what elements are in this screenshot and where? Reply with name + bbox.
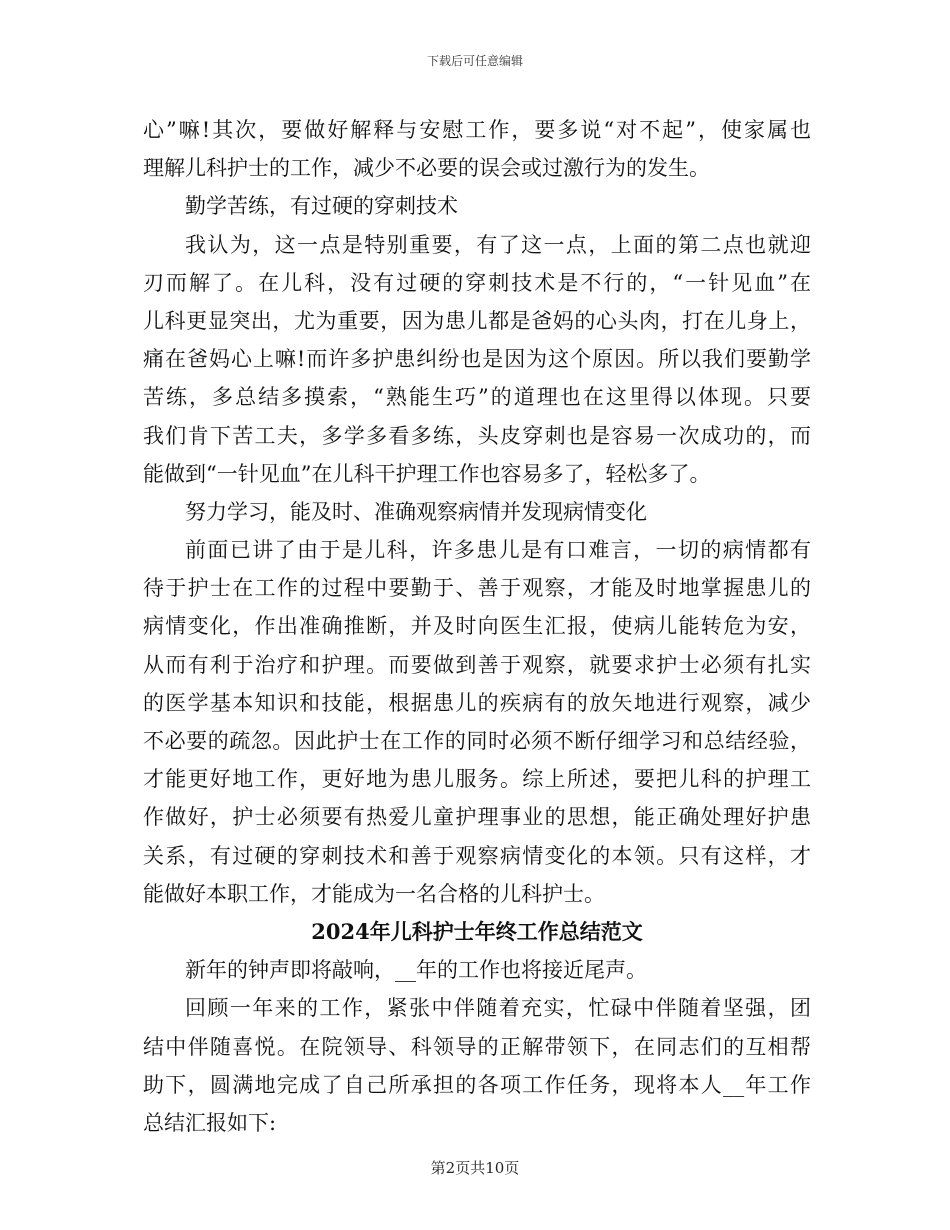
text-line: 心”嘛!其次，要做好解释与安慰工作，要多说“对不起”，使家属也	[143, 118, 811, 142]
page-number: 第2页共10页	[430, 1159, 520, 1177]
text-line: 能做好本职工作，才能成为一名合格的儿科护士。	[143, 881, 605, 906]
text-line: 前面已讲了由于是儿科，许多患儿是有口难言，一切的病情都有	[185, 538, 811, 563]
text-line: 待于护士在工作的过程中要勤于、善于观察，才能及时地掌握患儿的	[143, 576, 811, 601]
text-line: 总结汇报如下:	[143, 1110, 277, 1135]
text-line: 我们肯下苦工夫，多学多看多练，头皮穿刺也是容易一次成功的，而	[143, 423, 811, 448]
section-title: 2024年儿科护士年终工作总结范文	[311, 918, 643, 944]
text-line: 能做到“一针见血”在儿科干护理工作也容易多了，轻松多了。	[143, 461, 711, 486]
text-line: 儿科更显突出，尤为重要，因为患儿都是爸妈的心头肉，打在儿身上，	[143, 308, 811, 333]
text-line: 从而有利于治疗和护理。而要做到善于观察，就要求护士必须有扎实	[143, 652, 811, 677]
text-line: 的医学基本知识和技能，根据患儿的疾病有的放矢地进行观察，减少	[143, 690, 811, 715]
text-line: 结中伴随喜悦。在院领导、科领导的正解带领下，在同志们的互相帮	[143, 1034, 811, 1059]
text-line: 我认为，这一点是特别重要，有了这一点，上面的第二点也就迎	[185, 232, 811, 257]
text-line: 才能更好地工作，更好地为患儿服务。综上所述，要把儿科的护理工	[143, 767, 811, 792]
text-line: 不必要的疏忽。因此护士在工作的同时必须不断仔细学习和总结经验，	[143, 729, 811, 753]
text-line: 痛在爸妈心上嘛!而许多护患纠纷也是因为这个原因。所以我们要勤学	[143, 347, 811, 372]
text-line: 回顾一年来的工作，紧张中伴随着充实，忙碌中伴随着坚强，团	[185, 996, 811, 1021]
text-line: 病情变化，作出准确推断，并及时向医生汇报，使病儿能转危为安，	[143, 614, 811, 639]
page-header: 下载后可任意编辑	[426, 54, 523, 68]
text-line: 作做好，护士必须要有热爱儿童护理事业的思想，能正确处理好护患	[143, 805, 811, 830]
text-line: 助下，圆满地完成了自己所承担的各项工作任务，现将本人__年工作	[143, 1072, 811, 1097]
text-line: 勤学苦练，有过硬的穿刺技术	[185, 194, 458, 219]
text-line: 关系，有过硬的穿刺技术和善于观察病情变化的本领。只有这样，才	[143, 843, 811, 868]
text-line: 理解儿科护士的工作，减少不必要的误会或过激行为的发生。	[143, 156, 710, 181]
text-line: 刃而解了。在儿科，没有过硬的穿刺技术是不行的，“一针见血”在	[143, 270, 811, 295]
text-line: 苦练，多总结多摸索，“熟能生巧”的道理也在这里得以体现。只要	[143, 385, 811, 410]
text-line: 努力学习，能及时、准确观察病情并发现病情变化	[185, 499, 647, 524]
document-body	[143, 111, 811, 1142]
text-line: 新年的钟声即将敲响，__年的工作也将接近尾声。	[185, 958, 647, 983]
